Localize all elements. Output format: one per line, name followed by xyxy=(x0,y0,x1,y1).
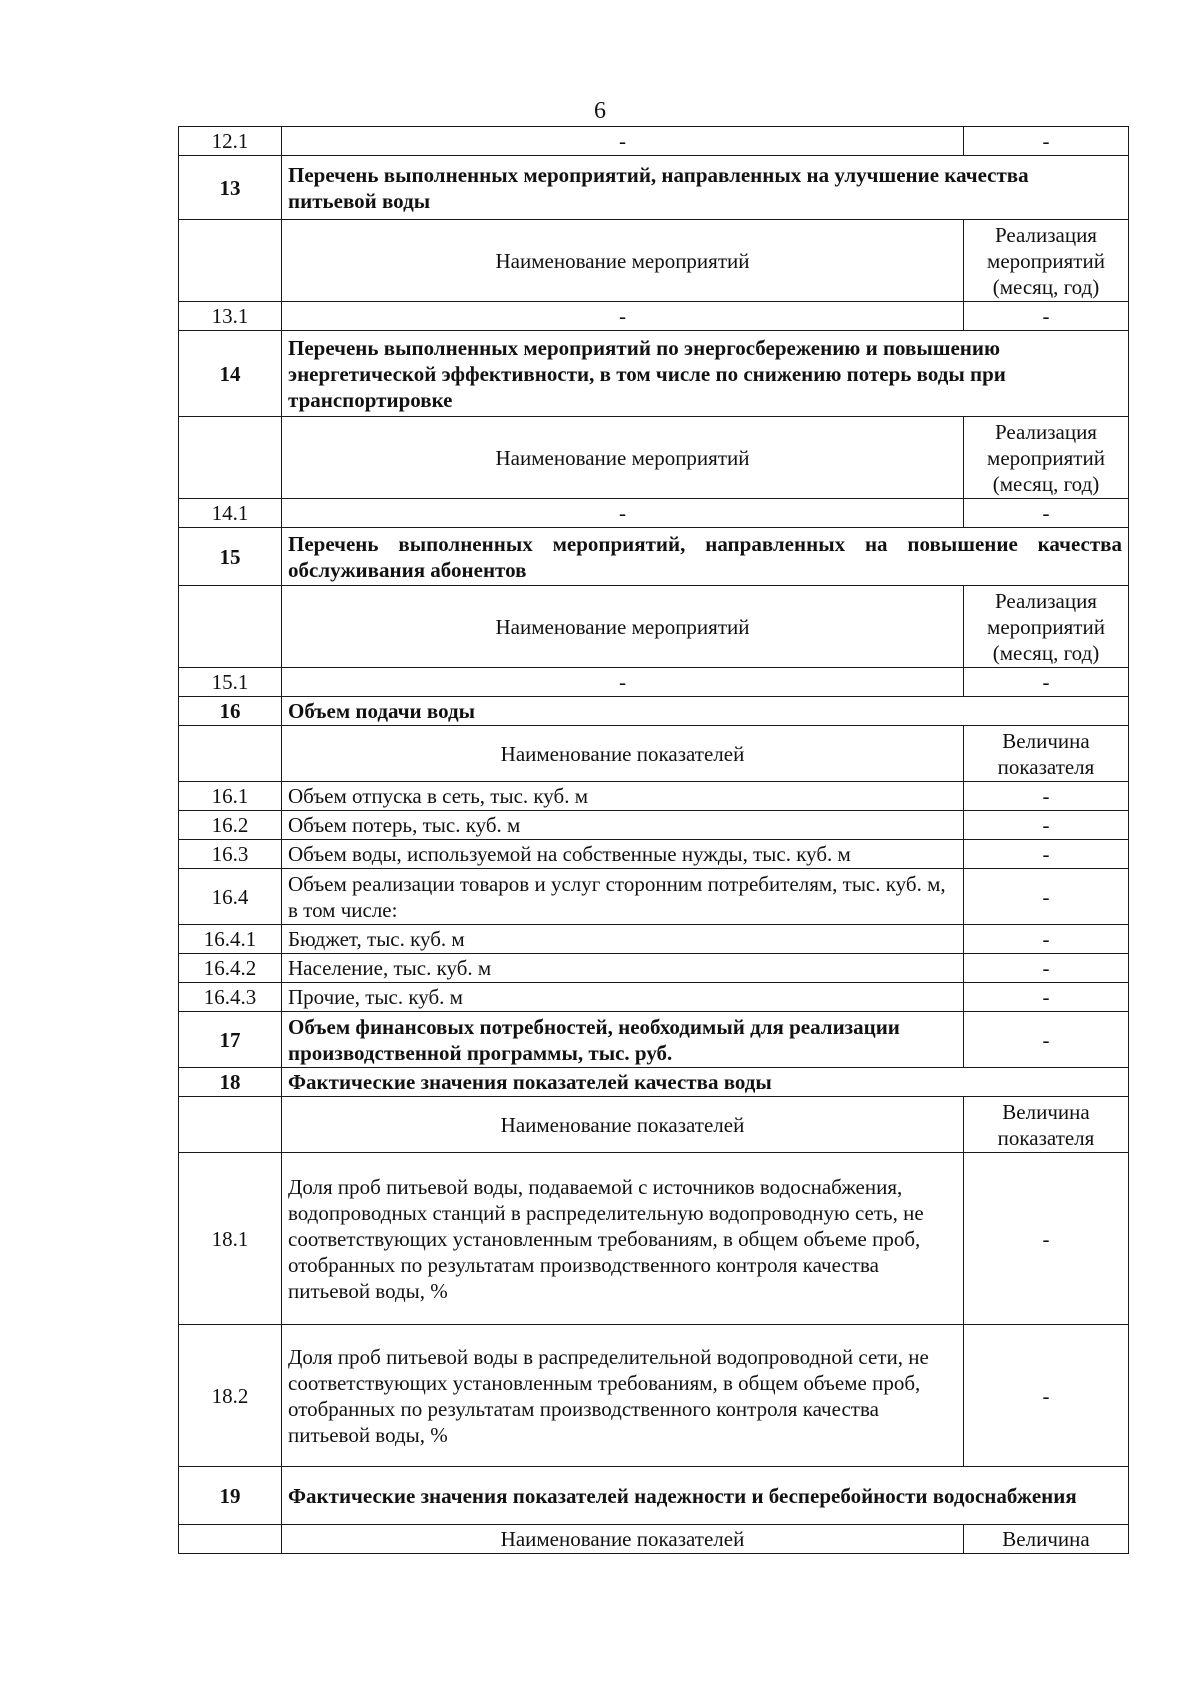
row-number: 15.1 xyxy=(179,668,282,697)
section-value: - xyxy=(964,1012,1129,1068)
table-row xyxy=(179,782,1129,811)
header-blank xyxy=(179,220,282,302)
section-title: Объем подачи воды xyxy=(282,697,1129,726)
section-title: Перечень выполненных мероприятий, направленных на повышение качества обслуживания абонентов xyxy=(282,528,1129,586)
section-row xyxy=(179,1467,1129,1525)
header-name: Наименование показателей xyxy=(282,1097,964,1153)
section-row xyxy=(179,528,1129,586)
header-row xyxy=(179,1525,1129,1554)
table-row xyxy=(179,983,1129,1012)
row-text: - xyxy=(282,668,964,697)
section-title: Фактические значения показателей качества воды xyxy=(282,1068,1129,1097)
header-value: Величина xyxy=(964,1525,1129,1554)
table-row xyxy=(179,840,1129,869)
section-title: Объем финансовых потребностей, необходимый для реализации производственной программы, тыс. руб. xyxy=(282,1012,964,1068)
section-row xyxy=(179,1012,1129,1068)
header-name: Наименование мероприятий xyxy=(282,220,964,302)
row-text: - xyxy=(282,499,964,528)
row-value: - xyxy=(964,869,1129,925)
table-row xyxy=(179,811,1129,840)
row-value: - xyxy=(964,499,1129,528)
header-value: Реализация мероприятий (месяц, год) xyxy=(964,586,1129,668)
row-text: Бюджет, тыс. куб. м xyxy=(282,925,964,954)
row-value: - xyxy=(964,302,1129,331)
header-blank xyxy=(179,1097,282,1153)
row-value: - xyxy=(964,782,1129,811)
row-value: - xyxy=(964,1325,1129,1467)
header-blank xyxy=(179,417,282,499)
page-number: 6 xyxy=(594,98,606,124)
header-row xyxy=(179,220,1129,302)
header-value: Реализация мероприятий (месяц, год) xyxy=(964,417,1129,499)
section-title: Перечень выполненных мероприятий по энергосбережению и повышению энергетической эффективности, в том числе по снижению потерь воды при транспортировке xyxy=(282,331,1129,417)
table-row xyxy=(179,1153,1129,1325)
header-value: Величина показателя xyxy=(964,726,1129,782)
row-value: - xyxy=(964,668,1129,697)
row-number: 18.1 xyxy=(179,1153,282,1325)
row-text: - xyxy=(282,302,964,331)
row-value: - xyxy=(964,983,1129,1012)
header-value: Реализация мероприятий (месяц, год) xyxy=(964,220,1129,302)
header-row xyxy=(179,1097,1129,1153)
row-number: 16.3 xyxy=(179,840,282,869)
section-number: 18 xyxy=(179,1068,282,1097)
header-blank xyxy=(179,1525,282,1554)
header-row xyxy=(179,726,1129,782)
row-text: Население, тыс. куб. м xyxy=(282,954,964,983)
header-value: Величина показателя xyxy=(964,1097,1129,1153)
row-value: - xyxy=(964,840,1129,869)
table-row xyxy=(179,869,1129,925)
row-text: Прочие, тыс. куб. м xyxy=(282,983,964,1012)
header-row xyxy=(179,586,1129,668)
section-row xyxy=(179,331,1129,417)
row-value: - xyxy=(964,811,1129,840)
section-title: Перечень выполненных мероприятий, направленных на улучшение качества питьевой воды xyxy=(282,156,1129,220)
row-text: - xyxy=(282,127,964,156)
row-number: 14.1 xyxy=(179,499,282,528)
row-text: Доля проб питьевой воды в распределительной водопроводной сети, не соответствующих установленным требованиям, в общем объеме проб, отобранных по результатам производственного контроля качества питьевой воды, % xyxy=(282,1325,964,1467)
row-number: 16.2 xyxy=(179,811,282,840)
header-blank xyxy=(179,726,282,782)
section-number: 16 xyxy=(179,697,282,726)
row-text: Объем реализации товаров и услуг сторонним потребителям, тыс. куб. м, в том числе: xyxy=(282,869,964,925)
table-row xyxy=(179,127,1129,156)
row-number: 13.1 xyxy=(179,302,282,331)
section-row xyxy=(179,1068,1129,1097)
header-row xyxy=(179,417,1129,499)
header-name: Наименование показателей xyxy=(282,726,964,782)
row-number: 16.4.3 xyxy=(179,983,282,1012)
section-number: 13 xyxy=(179,156,282,220)
row-number: 16.4 xyxy=(179,869,282,925)
section-row xyxy=(179,697,1129,726)
row-number: 16.4.2 xyxy=(179,954,282,983)
row-number: 16.4.1 xyxy=(179,925,282,954)
header-name: Наименование мероприятий xyxy=(282,417,964,499)
header-name: Наименование мероприятий xyxy=(282,586,964,668)
row-number: 12.1 xyxy=(179,127,282,156)
row-text: Объем отпуска в сеть, тыс. куб. м xyxy=(282,782,964,811)
row-number: 16.1 xyxy=(179,782,282,811)
table-row xyxy=(179,1325,1129,1467)
section-row xyxy=(179,156,1129,220)
header-blank xyxy=(179,586,282,668)
row-text: Объем потерь, тыс. куб. м xyxy=(282,811,964,840)
table-row xyxy=(179,302,1129,331)
section-number: 15 xyxy=(179,528,282,586)
table-row xyxy=(179,499,1129,528)
program-table xyxy=(178,126,1129,1554)
section-number: 14 xyxy=(179,331,282,417)
row-text: Доля проб питьевой воды, подаваемой с источников водоснабжения, водопроводных станций в распределительную водопроводную сеть, не соответствующих установленным требованиям, в общем объеме проб, отобранных по результатам производственного контроля качества питьевой воды, % xyxy=(282,1153,964,1325)
section-number: 19 xyxy=(179,1467,282,1525)
table-row xyxy=(179,925,1129,954)
row-value: - xyxy=(964,954,1129,983)
row-number: 18.2 xyxy=(179,1325,282,1467)
section-title: Фактические значения показателей надежности и бесперебойности водоснабжения xyxy=(282,1467,1129,1525)
row-value: - xyxy=(964,1153,1129,1325)
table-row xyxy=(179,954,1129,983)
row-value: - xyxy=(964,127,1129,156)
table-row xyxy=(179,668,1129,697)
section-number: 17 xyxy=(179,1012,282,1068)
row-value: - xyxy=(964,925,1129,954)
row-text: Объем воды, используемой на собственные нужды, тыс. куб. м xyxy=(282,840,964,869)
header-name: Наименование показателей xyxy=(282,1525,964,1554)
